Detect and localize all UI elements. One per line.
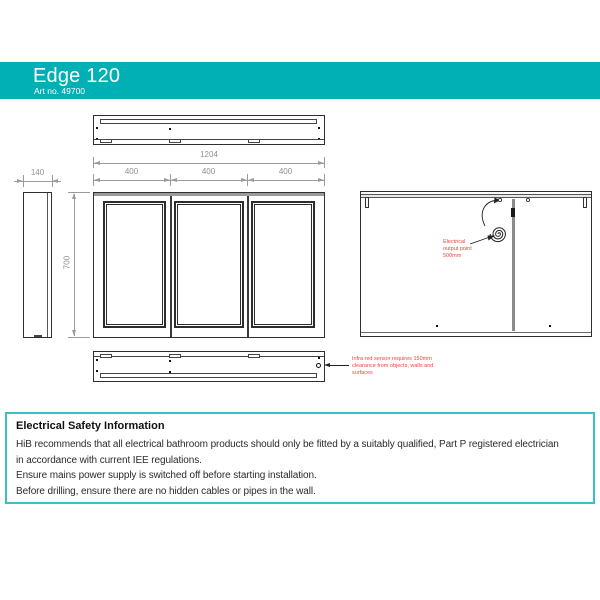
- dim-arrow: [318, 161, 324, 165]
- note-line: clearance from objects, walls and: [352, 363, 434, 369]
- bottom-view-tab: [100, 354, 112, 358]
- dim-arrow: [94, 161, 100, 165]
- dim-arrow: [72, 330, 76, 336]
- mirror-door-frame: [254, 204, 312, 325]
- top-view-tab: [169, 139, 181, 143]
- cabinet-top-edge: [94, 193, 324, 196]
- infrared-sensor: [316, 363, 321, 368]
- top-view-strip: [94, 139, 324, 140]
- dim-line: [94, 163, 324, 164]
- safety-line: in accordance with current IEE regulations.: [16, 454, 202, 466]
- door-separator: [247, 196, 249, 337]
- dim-arrow: [52, 179, 58, 183]
- note-line: output point: [443, 246, 472, 252]
- front-view-drawing: [93, 192, 325, 338]
- top-view-tab: [248, 139, 260, 143]
- infrared-sensor-note: [352, 356, 462, 377]
- top-view-slot: [100, 119, 317, 124]
- dim-door-2: 400: [201, 167, 216, 176]
- top-view-drawing: [93, 115, 325, 145]
- dim-line: [94, 180, 324, 181]
- leader-line: [330, 365, 349, 366]
- bottom-view-tab: [169, 354, 181, 358]
- fixing-dot: [318, 357, 320, 359]
- mirror-door-left: [103, 201, 166, 328]
- electrical-output-note: [443, 239, 477, 260]
- bottom-view-tab: [248, 354, 260, 358]
- side-view-door-line: [47, 193, 48, 337]
- article-number: Art no. 49700: [34, 86, 86, 96]
- mirror-door-right: [251, 201, 315, 328]
- ext-line: [324, 174, 325, 186]
- mirror-door-frame: [177, 204, 241, 325]
- note-line: Infra red sensor requires 150mm: [352, 356, 432, 362]
- fixing-dot: [96, 359, 98, 361]
- ext-line: [68, 337, 90, 338]
- dim-arrow: [17, 179, 23, 183]
- bottom-view-drawing: [93, 351, 325, 382]
- mirror-door-frame: [106, 204, 163, 325]
- dim-line: [74, 194, 75, 336]
- fixing-dot: [96, 127, 98, 129]
- dim-door-3: 400: [278, 167, 293, 176]
- safety-line: Ensure mains power supply is switched off before starting installation.: [16, 470, 317, 481]
- fixing-dot: [169, 128, 171, 130]
- safety-info-box: [5, 412, 595, 504]
- dim-door-1: 400: [124, 167, 139, 176]
- dim-arrow: [248, 178, 254, 182]
- header-band: [0, 62, 600, 99]
- dim-arrow: [164, 178, 170, 182]
- note-line: 500mm: [443, 253, 462, 259]
- safety-line: Before drilling, ensure there are no hidden cables or pipes in the wall.: [16, 485, 316, 497]
- safety-line: HiB recommends that all electrical bathroom products should only be fitted by a suitably qualified, Part P registered electrician: [16, 439, 559, 450]
- cable-spiral-graphic: [361, 192, 590, 335]
- dim-overall-width: 1204: [200, 150, 218, 159]
- back-view-drawing: [360, 191, 592, 337]
- ext-line: [324, 157, 325, 168]
- dim-depth: 140: [30, 168, 45, 177]
- door-separator: [170, 196, 172, 337]
- safety-title: Electrical Safety Information: [16, 420, 165, 432]
- dim-arrow: [241, 178, 247, 182]
- dim-arrow: [171, 178, 177, 182]
- bottom-view-slot: [100, 373, 317, 378]
- mirror-door-middle: [174, 201, 244, 328]
- dim-arrow: [72, 193, 76, 199]
- top-view-tab: [100, 139, 112, 143]
- dim-height: 700: [62, 255, 72, 270]
- side-view-drawing: [23, 192, 52, 338]
- dim-arrow: [94, 178, 100, 182]
- dim-arrow: [318, 178, 324, 182]
- bottom-view-strip: [94, 356, 324, 357]
- note-line: surfaces: [352, 370, 373, 376]
- note-line: Electrical: [443, 239, 466, 245]
- fixing-dot: [169, 360, 171, 362]
- fixing-dot: [96, 370, 98, 372]
- product-title: Edge 120: [33, 65, 121, 87]
- fixing-dot: [318, 127, 320, 129]
- side-view-notch: [34, 335, 42, 337]
